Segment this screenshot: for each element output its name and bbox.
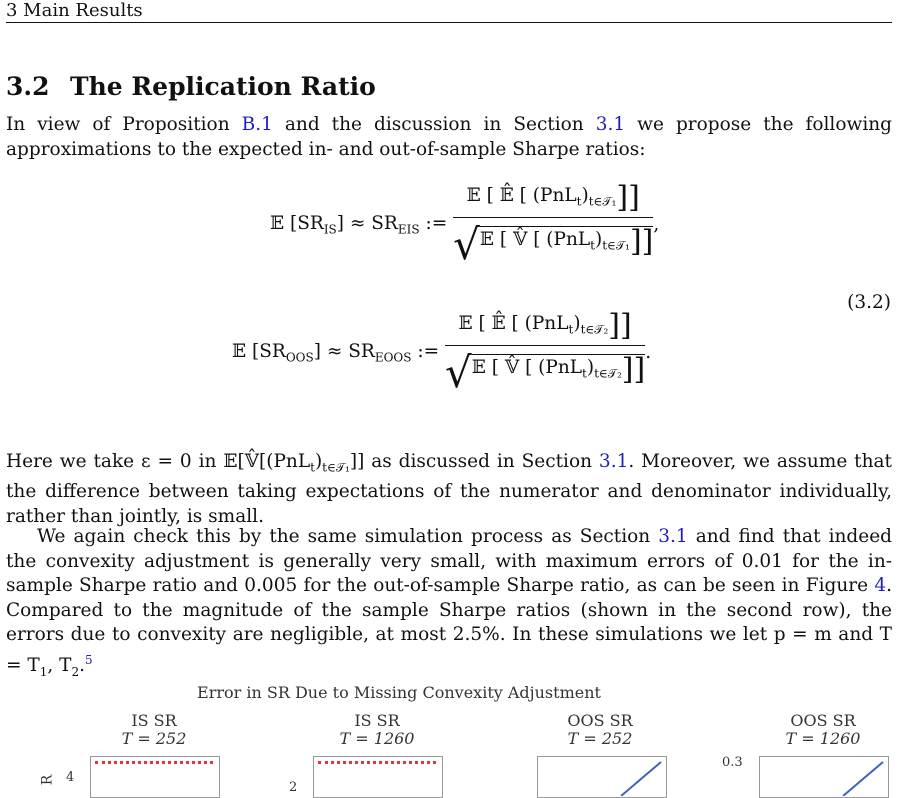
eq2-numerator: 𝔼 [ 𝔼̂ [ $(PnL_t)_{t\in 𝒯_2}$]] bbox=[458, 308, 632, 343]
footnote-marker[interactable]: 5 bbox=[85, 652, 93, 667]
running-head: 3 Main Results bbox=[6, 0, 143, 21]
section-link-3[interactable]: 3.1 bbox=[658, 526, 688, 547]
eq1-numerator: 𝔼 [ 𝔼̂ [ $(PnL_t)_{t\in 𝒯_1}$]] bbox=[466, 180, 640, 215]
panel3-series-line bbox=[537, 756, 667, 796]
section-link[interactable]: 3.1 bbox=[595, 114, 626, 135]
panel1-tick: 4 bbox=[66, 770, 75, 785]
panel-title-1: IS SR T = 252 bbox=[121, 711, 187, 748]
header-rule bbox=[6, 22, 892, 23]
equation-out-of-sample: 𝔼 $[SR_{OOS}] \approx SR_{EOOS}$ := $\frac{𝔼 [ 𝔼̂ [ (PnL_t)_{t\in 𝒯_2}]]}{√𝔼 [ 𝕍̂ [ (PnL_t)_{t\in 𝒯_2}]]}$ . bbox=[232, 308, 652, 397]
panel2-tick: 2 bbox=[289, 780, 298, 795]
section-link-2[interactable]: 3.1 bbox=[598, 451, 629, 472]
figure-link[interactable]: 4 bbox=[874, 575, 887, 596]
eq1-fraction bbox=[453, 180, 653, 269]
eq2-denominator: √𝔼 [ 𝕍̂ [ $(PnL_t)_{t\in 𝒯_2}$]] bbox=[444, 348, 646, 397]
panel4-series-line bbox=[759, 756, 889, 796]
panel-title-2: IS SR T = 1260 bbox=[339, 711, 415, 748]
eq2-fraction bbox=[445, 308, 645, 397]
panel-title-4: OOS SR T = 1260 bbox=[785, 711, 861, 748]
eq1-denominator: √𝔼 [ 𝕍̂ [ $(PnL_t)_{t\in 𝒯_1}$]] bbox=[453, 220, 654, 269]
simulation-paragraph: We again check this by the same simulation process as Section 3.1 and find that indeed the convexity adjustment is generally very small, with maximum errors of 0.01 for the in-sample Sharpe ratio and 0.005 for the out-of-sample Sharpe ratio, as can be seen in Figure 4. Compared to the magnitude of the sample Sharpe ratios (shown in the second row), the errors due to convexity are negligible, at most 2.5%. In these simulations we let p = m and $T = T_1$, $T_2.^5$ bbox=[6, 526, 892, 679]
eq2-lhs: 𝔼 $[SR_{OOS}] \approx SR_{EOOS}$ := bbox=[232, 340, 440, 365]
eq1-lhs: 𝔼 $[SR_{IS}] \approx SR_{EIS}$ := bbox=[270, 212, 448, 237]
figure-title: Error in SR Due to Missing Convexity Adjustment bbox=[197, 683, 601, 702]
equation-number: (3.2) bbox=[847, 292, 891, 313]
equation-in-sample: 𝔼 $[SR_{IS}] \approx SR_{EIS}$ := $\frac{𝔼 [ 𝔼̂ [ (PnL_t)_{t\in 𝒯_1}]]}{√𝔼 [ 𝕍̂ [ (PnL_t)_{t\in 𝒯_1}]]}$ , bbox=[270, 180, 660, 269]
section-heading bbox=[6, 72, 376, 101]
panel1-dotted-line bbox=[95, 761, 213, 764]
assumption-paragraph: Here we take ε = 0 in $𝔼[𝕍̂[(PnL_t)_{t\in 𝒯_1}]]$ as discussed in Section 3.1. Moreover, we assume that the difference between taking expectations of the numerator and denominator individually, rather than jointly, is small. bbox=[6, 451, 892, 527]
y-axis-label-fragment: R bbox=[39, 774, 56, 786]
section-number: 3.2 bbox=[6, 72, 50, 101]
section-title: The Replication Ratio bbox=[70, 72, 376, 101]
intro-paragraph: In view of Proposition B.1 and the discussion in Section 3.1 we propose the following approximations to the expected in- and out-of-sample Sharpe ratios: bbox=[6, 114, 892, 160]
panel2-dotted-line bbox=[318, 761, 436, 764]
panel-title-3: OOS SR T = 252 bbox=[567, 711, 633, 748]
proposition-link[interactable]: B.1 bbox=[241, 114, 273, 135]
panel4-tick: 0.3 bbox=[722, 755, 743, 770]
